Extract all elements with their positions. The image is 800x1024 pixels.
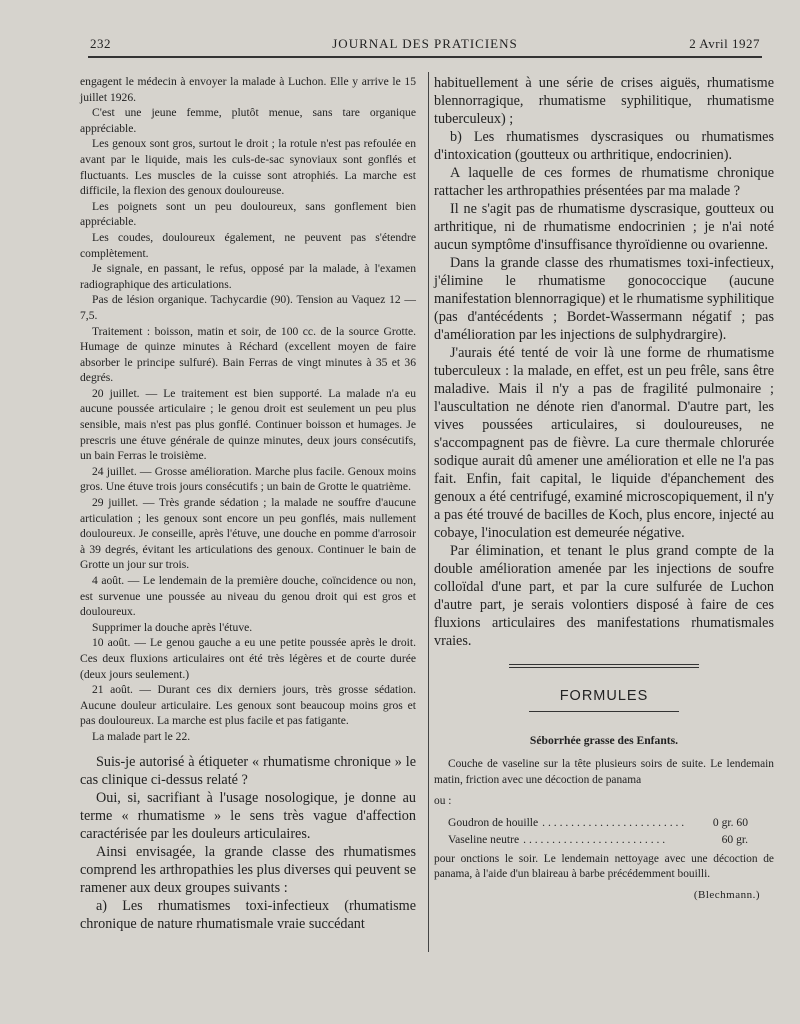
formula-or: ou : — [434, 795, 452, 807]
leader-dots: . . . . . . . . . . . . . . . . . . . . . . . . . — [542, 815, 685, 829]
body-paragraph: Dans la grande classe des rhumatismes toxi-infectieux, j'élimine le rhumatisme gonococcique (aucune manifestation blennorragique) et le rhumatisme syphilitique (pas d'antécédents ; Bordet-Wassermann négatif ; pas d'amélioration par les injections de sulphydrargire). — [434, 255, 775, 343]
body-paragraph: A laquelle de ces formes de rhumatisme chronique rattacher les arthropathies présentées par ma malade ? — [434, 165, 774, 199]
body-paragraph: J'aurais été tenté de voir là une forme de rhumatisme tuberculeux : la malade, en effet, est un peu frêle, sans être maladive. Mais il n'y a pas de fragilité pulmonaire ; l'auscultation ne dénote rien d'anormal. D'autre part, les vives poussées articulaires, si douloureuses, ne s'accompagnent pas de fièvre. La cure thermale chlorurée sodique aurait dû amener une amélioration et elle ne l'a pas fait. Enfin, fait capital, le liquide d'épanchement des genoux a été centrifugé, examiné microscopiquement, il n'y a pas été trouvé de bacilles de Koch, plus encore, injecté au cobaye, l'inoculation est demeurée négative. — [434, 345, 774, 541]
case-paragraph: Pas de lésion organique. Tachycardie (90). Tension au Vaquez 12 — 7,5. — [80, 293, 416, 322]
case-paragraph: 10 août. — Le genou gauche a eu une petite poussée après le droit. Ces deux fluxions articulaires ont été très légères et de courte durée (deux jours seulement.) — [80, 636, 416, 681]
case-paragraph: Je signale, en passant, le refus, opposé par la malade, à l'examen radiographique des articulations. — [80, 262, 416, 291]
case-paragraph: 20 juillet. — Le traitement est bien supporté. La malade n'a eu aucune poussée articulaire ; le genou droit est seulement un peu plus sensible, mais n'est pas plus gonflé. Continuer boisson et humages. Je prescris une étuve générale de quinze minutes, deux jours consécutifs, un bain Ferras le troisième. — [80, 386, 416, 463]
case-paragraph: Les genoux sont gros, surtout le droit ; la rotule n'est pas refoulée en avant par le liquide, mais les culs-de-sac synoviaux sont gonflés et fluctuants. Les muscles de la cuisse sont atrophiés. La marche est difficile, la flexion des genoux douloureuse. — [80, 137, 416, 198]
body-paragraph: Ainsi envisagée, la grande classe des rhumatismes comprend les arthropathies les plus diverses qui peuvent se ramener aux deux groupes suivants : — [80, 843, 416, 896]
case-paragraph: Les poignets sont un peu douloureux, sans gonflement bien appréciable. — [80, 199, 416, 229]
formules-heading: FORMULES — [559, 688, 649, 704]
ingredient-quantity: 60 gr. — [721, 832, 748, 846]
body-paragraph: b) Les rhumatismes dyscrasiques ou rhumatismes d'intoxication (goutteux ou arthritique, endocrinien). — [434, 129, 774, 163]
formula-intro: Couche de vaseline sur la tête plusieurs soirs de suite. Le lendemain matin, friction avec une décoction de panama — [434, 758, 774, 786]
case-paragraph: Supprimer la douche après l'étuve. — [92, 620, 253, 634]
case-paragraph: C'est une jeune femme, plutôt menue, sans tare organique appréciable. — [80, 106, 416, 135]
section-divider — [509, 664, 699, 668]
case-paragraph: engagent le médecin à envoyer la malade à Luchon. Elle y arrive le 15 juillet 1926. — [80, 75, 416, 104]
case-paragraph: 4 août. — Le lendemain de la première douche, coïncidence ou non, est survenue une poussée au niveau du genou droit qui est gros et douloureux. — [80, 574, 416, 619]
leader-dots: . . . . . . . . . . . . . . . . . . . . . . . . . — [523, 832, 666, 846]
body-paragraph: Suis-je autorisé à étiqueter « rhumatisme chronique » le cas clinique ci-dessus relaté ? — [80, 753, 416, 788]
body-paragraph: Il ne s'agit pas de rhumatisme dyscrasique, goutteux ou arthritique, ni de rhumatisme endocrinien ; je n'ai noté aucun symptôme d'insuffisance thyroïdienne ou ovarienne. — [434, 201, 774, 253]
body-paragraph: Oui, si, sacrifiant à l'usage nosologique, je donne au terme « rhumatisme » le sens très vague d'affection caractérisée par les douleurs articulaires. — [80, 789, 416, 842]
case-paragraph: 29 juillet. — Très grande sédation ; la malade ne souffre d'aucune articulation ; les genoux sont encore un peu gonflés, mais nullement douloureux. Je conseille, après l'étuve, une douche en pomme d'arrosoir à 39 degrés, évitant les articulations des genoux. Continuer le bain de Grotte un jour sur trois. — [80, 496, 416, 572]
issue-date: 2 Avril 1927 — [689, 36, 760, 51]
ingredient-name: Goudron de houille — [448, 815, 539, 829]
running-header — [90, 36, 760, 56]
ingredient-quantity: 0 gr. 60 — [712, 815, 748, 829]
case-paragraph: La malade part le 22. — [92, 729, 191, 743]
left-column — [80, 74, 416, 933]
case-paragraph: Traitement : boisson, matin et soir, de 100 cc. de la source Grotte. Humage de quinze minutes à Réchard (excellent moyen de faire absorber le principe sulfuré). Bain Ferras de vingt minutes à 35 et 36 degrés. — [80, 324, 416, 385]
ingredient-name: Vaseline neutre — [448, 832, 520, 846]
case-paragraph: 21 août. — Durant ces dix derniers jours, très grosse sédation. Aucune douleur articulaire. Les genoux sont beaucoup moins gros et pas douloureux. La marche est plus facile et pas fatigante. — [80, 683, 416, 728]
formula-subtitle: Séborrhée grasse des Enfants. — [529, 734, 679, 747]
page-number: 232 — [90, 36, 111, 51]
body-paragraph: a) Les rhumatismes toxi-infectieux (rhumatisme chronique de nature rhumatismale vraie succédant — [80, 897, 416, 932]
ingredient-row — [448, 814, 748, 831]
formula-instructions: pour onctions le soir. Le lendemain nettoyage avec une décoction de panama, à l'aide d'un blaireau à barbe précédemment bouilli. — [434, 852, 774, 880]
right-column — [434, 74, 774, 901]
case-paragraph: 24 juillet. — Grosse amélioration. Marche plus facile. Genoux moins gros. Une étuve trois jours consécutifs ; un bain de Grotte le quatrième. — [80, 464, 416, 494]
discussion-right — [434, 74, 774, 650]
header-rule — [88, 56, 762, 58]
author-signature: (Blechmann.) — [693, 888, 760, 901]
column-divider — [428, 72, 429, 952]
discussion-left — [80, 753, 416, 933]
journal-title: JOURNAL DES PRATICIENS — [332, 36, 518, 51]
body-paragraph: Par élimination, et tenant le plus grand compte de la double amélioration amenée par les injections de soufre colloïdal d'une part, et par la cure sulfurée de Luchon d'autre part, je serais volontiers disposé à faire de ces fluxions articulaires des manifestations rhumatismales vraies. — [434, 543, 774, 649]
ingredient-row — [448, 831, 748, 848]
case-notes — [80, 74, 416, 745]
body-paragraph: habituellement à une série de crises aiguës, rhumatisme blennorragique, rhumatisme syphilitique, rhumatisme tuberculeux) ; — [434, 75, 774, 127]
formula-block — [434, 757, 774, 901]
case-paragraph: Les coudes, douloureux également, ne peuvent pas s'étendre complètement. — [80, 230, 416, 260]
heading-underline — [529, 711, 679, 712]
